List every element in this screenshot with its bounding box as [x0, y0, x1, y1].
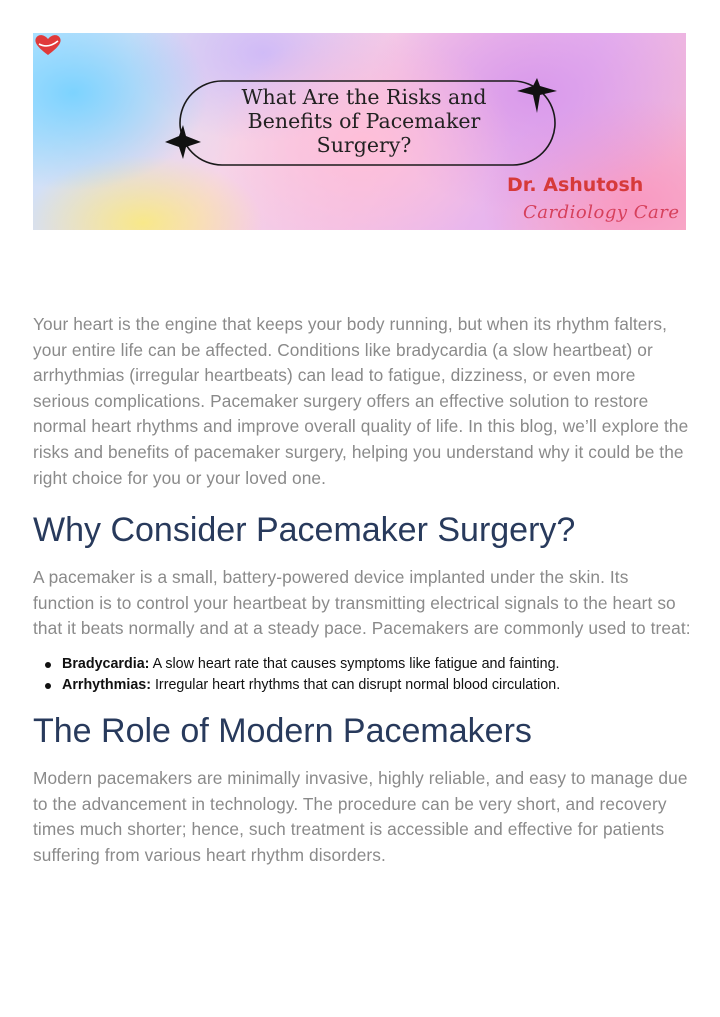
brand-tagline: Cardiology Care [523, 202, 680, 223]
article-body [33, 312, 693, 868]
sparkle-icon [165, 125, 201, 159]
section-role-paragraph: Modern pacemakers are minimally invasive, highly reliable, and easy to manage due to the advancement in technology. The procedure can be very short, and recovery times much shorter; hence, such treatment is accessible and effective for patients suffering from various heart rhythm disorders. [33, 767, 688, 865]
bullet-icon [45, 662, 51, 668]
heart-icon [33, 33, 63, 57]
list-item [33, 654, 693, 675]
banner-title: What Are the Risks and Benefits of Pacemaker Surgery? [241, 85, 487, 157]
list-item [33, 675, 693, 696]
condition-list [33, 654, 693, 696]
brand-name: Dr. Ashutosh [507, 174, 644, 196]
sparkle-icon [517, 78, 557, 113]
section-heading-why: Why Consider Pacemaker Surgery? [33, 511, 576, 550]
bullet-icon [45, 683, 51, 689]
section-why-paragraph: A pacemaker is a small, battery-powered device implanted under the skin. Its function is to control your heartbeat by transmitting electrical signals to the heart so that it beats normally and at a steady pace. Pacemakers are commonly used to treat: [33, 567, 691, 639]
list-item-text: Irregular heart rhythms that can disrupt normal blood circulation. [150, 676, 561, 693]
intro-paragraph: Your heart is the engine that keeps your body running, but when its rhythm falters, your entire life can be affected. Conditions like bradycardia (a slow heartbeat) or arrhythmias (irregular heartbeats) can lead to fatigue, dizziness, or even more serious complications. Pacemaker surgery offers an effective solution to restore normal heart rhythms and improve overall quality of life. In this blog, we’ll explore the risks and benefits of pacemaker surgery, helping you understand why it could be the right choice for you or your loved one. [33, 314, 689, 488]
section-heading-role: The Role of Modern Pacemakers [33, 711, 532, 750]
list-item-term: Bradycardia: [62, 655, 150, 672]
hero-banner [33, 33, 686, 230]
list-item-text: A slow heart rate that causes symptoms like fatigue and fainting. [149, 655, 560, 672]
list-item-term: Arrhythmias: [62, 676, 151, 693]
